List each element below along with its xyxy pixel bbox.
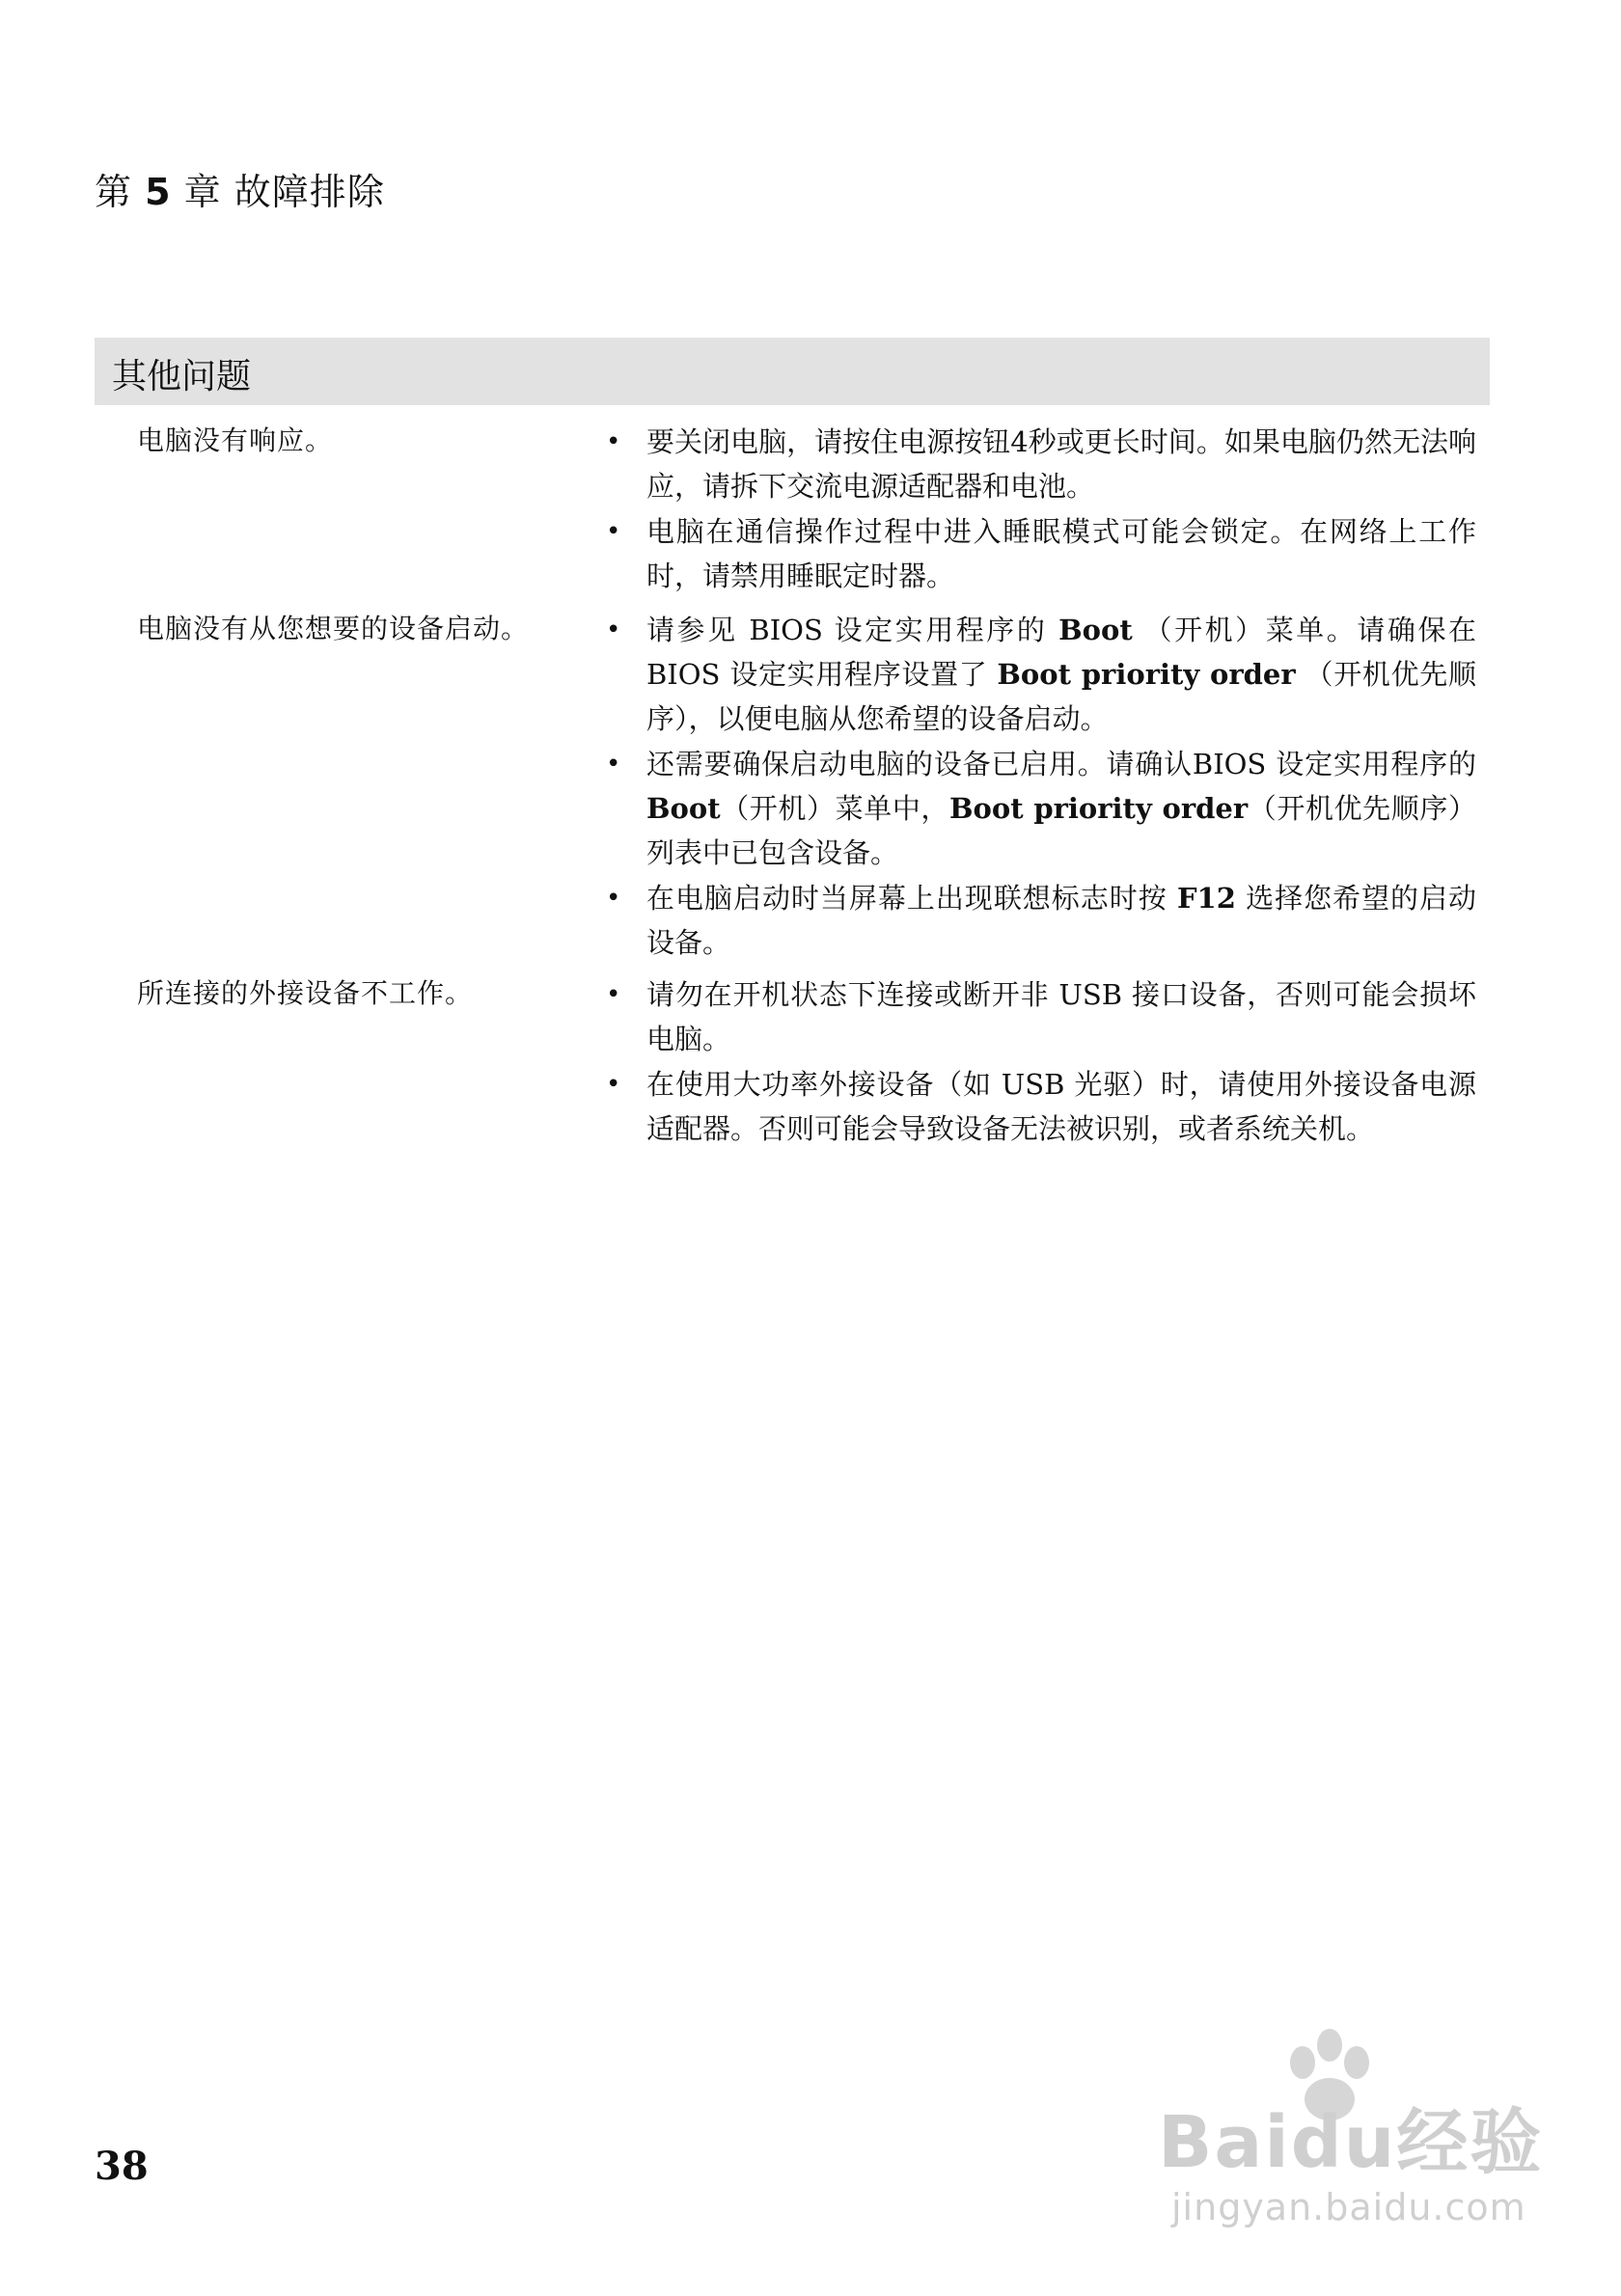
bullet-icon: •: [606, 884, 621, 913]
bullet-icon: •: [606, 1070, 621, 1099]
problem-label: 所连接的外接设备不工作。: [137, 977, 474, 1009]
solution-keyword: Boot priority order: [949, 792, 1249, 825]
solution-list: [598, 420, 1476, 599]
solution-item: [598, 972, 1476, 1061]
chapter-suffix: 章 故障排除: [171, 171, 385, 213]
solution-item: [598, 608, 1476, 741]
problem-label: 电脑没有从您想要的设备启动。: [137, 613, 530, 644]
section-header: [95, 338, 1490, 405]
bullet-icon: •: [606, 615, 621, 644]
watermark-main: Baidu经验: [1158, 2101, 1544, 2184]
solution-item: [598, 509, 1476, 598]
solution-keyword: Boot priority order: [997, 658, 1296, 691]
chapter-prefix: 第: [95, 171, 146, 213]
solution-text: 电脑在通信操作过程中进入睡眠模式可能会锁定。在网络上工作时，请禁用睡眠定时器。: [646, 515, 1476, 592]
solution-item: [598, 1062, 1476, 1151]
solution-text: 在电脑启动时当屏幕上出现联想标志时按: [646, 882, 1177, 915]
bullet-icon: •: [606, 750, 621, 779]
solution-list: [598, 608, 1476, 966]
baidu-watermark: [1158, 2064, 1544, 2257]
solution-item: [598, 876, 1476, 965]
solution-keyword: F12: [1176, 882, 1236, 915]
solution-item: [598, 420, 1476, 508]
chapter-heading: [95, 162, 385, 215]
solution-text: （开机优先顺序）列表中已包含设备。: [646, 792, 1476, 869]
solution-item: [598, 742, 1476, 875]
solution-text: （开机）菜单。请确保在 BIOS 设定实用程序设置了: [646, 614, 1476, 691]
watermark-url: jingyan.baidu.com: [1171, 2186, 1526, 2228]
bullet-icon: •: [606, 427, 621, 456]
chapter-number: 5: [145, 171, 172, 213]
solution-text: 请参见 BIOS 设定实用程序的: [646, 614, 1059, 646]
solution-text: 要关闭电脑，请按住电源按钮4秒或更长时间。如果电脑仍然无法响应，请拆下交流电源适配器和电池。: [646, 425, 1476, 503]
solution-text: 请勿在开机状态下连接或断开非 USB 接口设备，否则可能会损坏电脑。: [646, 978, 1476, 1055]
solution-keyword: Boot: [1058, 614, 1133, 646]
section-title: 其他问题: [112, 357, 252, 396]
problem-label: 电脑没有响应。: [137, 424, 334, 456]
solution-text: （开机）菜单中，: [720, 792, 950, 825]
solution-text: 还需要确保启动电脑的设备已启用。请确认BIOS 设定实用程序的: [646, 748, 1476, 780]
solution-text: 选择您希望的启动设备。: [646, 882, 1476, 959]
page-number: 38: [95, 2144, 149, 2189]
bullet-icon: •: [606, 517, 621, 546]
solution-text: （开机优先顺序），以便电脑从您希望的设备启动。: [646, 658, 1476, 735]
solution-list: [598, 972, 1476, 1152]
solution-keyword: Boot: [646, 792, 721, 825]
solution-text: 在使用大功率外接设备（如 USB 光驱）时，请使用外接设备电源适配器。否则可能会导致设备无法被识别，或者系统关机。: [646, 1068, 1476, 1145]
bullet-icon: •: [606, 980, 621, 1009]
